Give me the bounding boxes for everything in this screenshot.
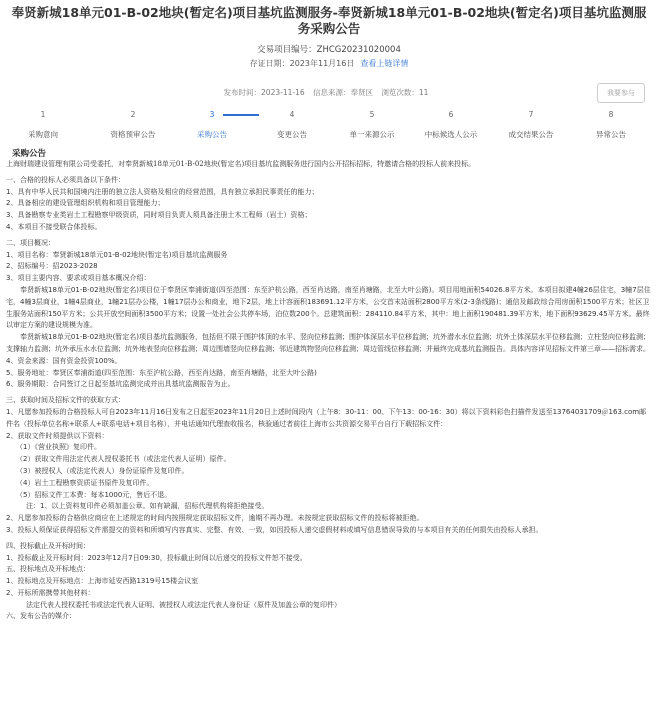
section-heading: 采购公告: [12, 149, 47, 159]
step-1[interactable]: [3, 109, 83, 140]
body-line: 三、获取时间及招标文件的获取方式：: [6, 396, 125, 405]
doc-item: （3）被授权人（或法定代表人）身份证原件及复印件。: [16, 466, 189, 475]
step-label: 异常公告: [596, 130, 626, 139]
body-line: 2、获取文件时须提供以下资料：: [6, 431, 109, 440]
filing-info: [0, 58, 658, 69]
body-line: 2、开标所需携带其他材料：: [6, 588, 95, 597]
body-line: 1、凡愿参加投标的合格投标人可自2023年11月16日发布之日起至2023年11月20日上述时间段内（上午8：30-11：00、下午13：00-16：30）将以下资料彩色扫描件发送至13764031709＠163.com邮件名（投标单位名称+联系人+联系电话+项目名称），并电话通知代理查收报名，核验通过者前往上海市公共资源交易平台自行下载招标文件：: [6, 407, 647, 428]
body-line: 五、投标地点及开标地点：: [6, 565, 90, 574]
project-overview-paragraph: 奉贤新城18单元01-B-02地块(暂定名)项目位于奉贤区奉浦街道(四至范围：东至沪杭公路，西至肖达路，南至肖塘路，北至大叶公路)。项目用地面积54026.8平方米。本项目拟建4幢26层住宅，3幢7层住宅，4幢3层商业，1幢4层商业，1幢21层办公楼，1幢17层办公和商业，地下2层，地上计容面积183691.12平方米，公交首末站面积2800平方米(2-3条线路)；通信及邮政综合用房面积1500平方米；社区卫生服务站面积150平方米；公共开放空间面积3500平方米；设置一处社会公共停车场，泊位数200个。总建筑面积：284110.84平方米，其中：地上面积190481.39平方米，地下面积93629.45平方米。最终以审定方案的建设规模为准。: [6, 285, 651, 330]
body-line: 3、项目主要内容、要求或项目基本概况介绍：: [6, 274, 151, 283]
doc-item: （4）岩土工程勘察资质证书原件及复印件。: [16, 478, 154, 487]
step-number: 8: [608, 110, 614, 119]
step-number: 5: [369, 110, 375, 119]
body-line: 1、具有中华人民共和国境内注册的独立法人资格及相应的经营范围，具有独立承担民事责任的能力；: [6, 187, 319, 196]
doc-item: （1）《营业执照》复印件。: [16, 443, 101, 452]
body-line: 1、项目名称：奉贤新城18单元01-B-02地块(暂定名)项目基坑监测服务: [6, 250, 228, 259]
step-5[interactable]: [332, 109, 412, 140]
step-label: 变更公告: [277, 130, 307, 139]
doc-item: （5）招标文件工本费：每本1000元，售后不退。: [16, 490, 172, 499]
step-4[interactable]: [252, 109, 332, 140]
step-label: 中标候选人公示: [424, 130, 478, 139]
project-code: 交易项目编号：ZHCG20231020004: [257, 45, 401, 55]
step-number: 7: [528, 110, 534, 119]
view-count: 浏览次数：11: [381, 88, 429, 97]
doc-item: （2）获取文件用法定代表人授权委托书（或法定代表人证明）原件。: [16, 455, 231, 464]
body-line: 4、资金来源：国有资金投资100%。: [6, 356, 122, 365]
body-line: 4、本项目不接受联合体投标。: [6, 222, 102, 231]
step-2[interactable]: [93, 109, 173, 140]
body-line: 四、投标截止及开标时间：: [6, 541, 90, 550]
step-number: 6: [448, 110, 454, 119]
publish-meta: [0, 83, 658, 103]
body-line: 六、发布公告的媒介：: [6, 612, 76, 621]
process-steps: [0, 109, 658, 139]
materials-line: 法定代表人授权委托书或法定代表人证明、被授权人或法定代表人身份证（原件及加盖公章的复印件）: [26, 600, 341, 609]
page-title: 奉贤新城18单元01-B-02地块(暂定名)项目基坑监测服务-奉贤新城18单元01-B-02地块(暂定名)项目基坑监测服务采购公告: [11, 5, 647, 36]
step-7[interactable]: [491, 109, 571, 140]
scope-paragraph: 奉贤新城18单元01-B-02地块(暂定名)项目基坑监测服务，包括但不限于围护体顶的水平、竖向位移监测；围护体深层水平位移监测；坑外潜水水位监测；坑外土体深层水平位移监测；立柱竖向位移监测；支撑轴力监测；坑外承压水水位监测；坑外地表竖向位移监测；周边围墙竖向位移监测；邻近建筑物竖向位移监测；周边管线位移监测；并最终完成基坑监测报告。具体内容详见招标文件第三章——招标需求。: [6, 333, 651, 353]
step-number: 4: [289, 110, 295, 119]
body-line: 1、投标截止及开标时间：2023年12月7日09:30，投标截止时间以后递交的投标文件恕不接受。: [6, 553, 307, 562]
step-label: 单一来源公示: [349, 130, 395, 139]
body-line: 3、具备勘察专业类岩土工程勘察甲级资质，同时项目负责人须具备注册土木工程师（岩土）资格；: [6, 211, 312, 220]
body-line: 6、服务期限：合同签订之日起至基坑监测完成并出具基坑监测报告为止。: [6, 380, 235, 389]
notice-body: [0, 159, 658, 623]
step-label: 采购公告: [197, 130, 227, 139]
step-6[interactable]: [411, 109, 491, 140]
body-line: 2、凡愿参加投标的合格供应商应在上述规定的时间内按照规定获取招标文件，逾期不再办理。未按规定获取招标文件的投标将被拒绝。: [6, 514, 424, 523]
step-label: 成交结果公告: [508, 130, 554, 139]
info-source: 信息来源：奉贤区: [313, 88, 374, 97]
intro-text: 上海财瑞建设管理有限公司受委托，对: [6, 160, 125, 168]
step-3[interactable]: [172, 109, 252, 140]
step-8[interactable]: [571, 109, 651, 140]
step-label: 采购意向: [28, 130, 58, 139]
body-line: 二、项目概况：: [6, 238, 55, 247]
step-number: 2: [130, 110, 136, 119]
body-line: 2、具备相应的建设管理组织机构和项目管理能力；: [6, 199, 165, 208]
body-line: 2、招标编号：招2023-2028: [6, 262, 98, 271]
filing-date: 存证日期：2023年11月16日: [249, 59, 355, 68]
body-line: 1、投标地点及开标地点：上海市延安西路1319号15楼会议室: [6, 577, 199, 586]
intro-paragraph: [6, 159, 652, 171]
filing-link[interactable]: 查看上链详情: [360, 59, 409, 68]
step-label: 资格预审公告: [110, 130, 156, 139]
step-number: 1: [40, 110, 46, 119]
intro-project-name: 奉贤新城18单元01-B-02地块(暂定名)项目基坑监测服务: [125, 160, 301, 168]
note-line: 注：1、以上资料复印件必须加盖公章。如有缺漏，招标代理机构将拒绝接受。: [26, 502, 269, 511]
body-line: 3、投标人须保证获得招标文件需提交的资料和所填写内容真实、完整、有效、一致，如因投标人递交虚假材料或填写信息错误导致的与本项目有关的任何损失由投标人承担。: [6, 525, 543, 534]
publish-time: 发布时间：2023-11-16: [223, 88, 305, 97]
body-line: 一、合格的投标人必须具备以下条件：: [6, 175, 125, 184]
participate-button[interactable]: 我要参与: [597, 83, 645, 103]
body-line: 5、服务地址：奉贤区奉浦街道(四至范围：东至沪杭公路，西至肖达路，南至肖塘路，北至大叶公路): [6, 368, 317, 377]
step-number: 3: [209, 110, 215, 119]
intro-text-end: 进行国内公开招标招标，特邀请合格的投标人前来投标。: [300, 160, 476, 168]
